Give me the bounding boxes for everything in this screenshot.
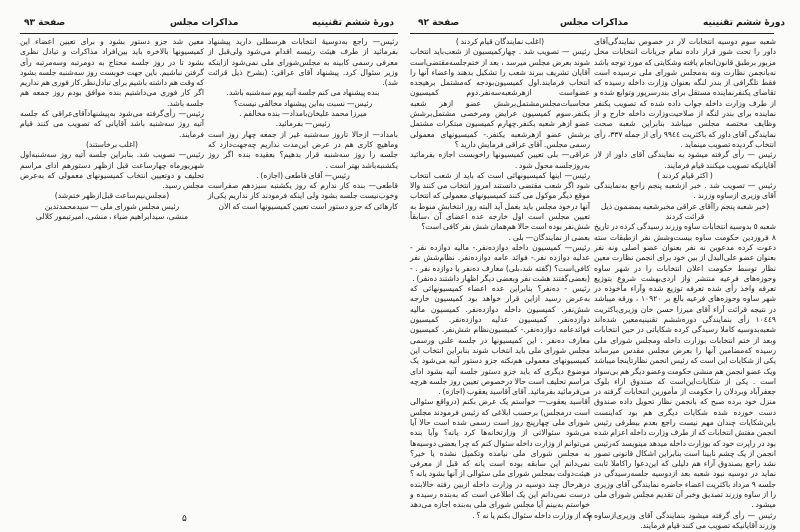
paragraph: (اغلب برخاستند): [85, 139, 139, 149]
session-title: دورهٔ ششم تقنینیه: [312, 18, 395, 28]
paragraph: بنده پیشنهاد می کنم جلسه آتیه یوم سه‌شنبه باشد.: [226, 88, 380, 98]
paragraph: رئیس — رأی گرفته میشود بنمایندگی آقای وزیری‌ازساوه وزرند آقایانیکه تصویب می کنند قیام فرمایند.: [594, 510, 776, 530]
paragraph: رئیس — تصویب شد . چهارکمیسیون از شعب‌باید انتخاب شوند بعرض مجلس میرسد ، بعد از ختم‌جلسه‌مقتضی‌است آقایان تشریف ببرند شعب را تشکیل بدهند واعضاء آنها را انتخاب فرمایند.اول کمیسیون‌بودجه که‌مشتمل برهیجده عضواست ازهرشعبه‌سه‌نفر.دوم کمیسیون محاسبات‌مجلس‌مشتمل‌برشش عضو ازهر شعبه یکنفر.سوم کمیسیون عرایض ومرخصی مشتمل‌برشش عضو ازهر شعبه یکنفر.چهارم کمیسیون مبتکرات مشتمل برشش عضو ازهرشعبه یکنفر.- کمیسیونهای معمولی رسمی مجلس. آقای عراقی فرمایش دارید ؟: [410, 47, 590, 149]
page-number-header: صفحة ۹۳: [24, 18, 66, 28]
paragraph: رئیس— راجع به‌دوسیهٔ انتخابات هرسطلی دارید پیشنهاد بفرمائید از طرف هیئت رئیسه اقدام می‌شود ولی‌قبل از معرفی رسمی کابینه به مجلس‌شورای ملی نمی‌شود ازاینکه وزیر سئوال کرد. پیشنهاد آقای عراقی: (بشرح ذیل قرائت شد).: [208, 37, 398, 88]
page-number-header: صفحة ۹۲: [418, 18, 460, 28]
paragraph: بعضی از نمایندگان— بلی .: [508, 232, 590, 242]
paragraph: رئیس— رأی‌گرفته می‌شود به‌پیشنهادآقای‌عراقی که جلسه آتیه روز سه‌شنبه باشد آقایانی که تصویب می کنند قیام فرمایند.: [20, 109, 204, 139]
paragraph: معین شد جزو دستور بشود و برای تعیین اعضاء این کمیسیونها بالاخره باید بین‌افراد مذاکرات و تبادل نظری بشود تا در روز جلسه محتاج به دومرتبه وسه‌مرتبه رأی گرفتن نباشیم. باین جهت خوبست روز سه‌شنبه جلسه بشود که وقت هم داشته باشیم برای تبادل‌نظر.کار فوری هم نداریم اگر کار فوری می‌داشتیم بنده موافق بودم روز جمعه هم جلسه باشد.: [20, 37, 204, 108]
paragraph: میرزا محمد علیخان‌بامداد— بنده مخالفم .: [239, 109, 367, 119]
signature-line: منشی، سیدابراهیم ضیاء ، منشی، امیرتیمور کلالی: [35, 212, 189, 222]
paragraph: (خبر شعبه پنجم راآقای عراقی مخبرشعبه بمضمون ذیل قرائت کردند: [600, 201, 770, 222]
paragraph: ( اکثر قیام کردند ): [657, 170, 713, 180]
paragraph: رئیس — تصویب شد . خبر ازشعبه پنجم راجع به‌نمایندگی آقای وزیری ازساوه وزرند .: [594, 181, 776, 201]
header-rule: [20, 33, 398, 34]
paragraph: (اغلب نمایندگان قیام کردند ): [455, 37, 545, 46]
paragraph: آقاسید یعقوب— خواستم یک عرض بکنم (درواقع سئوالی است درمجلس) برحسب ابلاغی که رئیس فرمودند مجلس شورای ملی چهارپنج روز است رسمی شده است حالا آیا می‌شود سئوالاتی از وزارتخانه‌ها کرد یانه؟ وآیا بنده می‌توانم از وزارت داخله سئوال کنم که چرا بعضی دوسیه‌ها به مجلس شورای ملی نیامده وتکمیل نشده یا خیر؟ نمی‌دانم این سابقه بوده است یانه که قبل از معرفی هیئت‌دولت بمجلس شورای ملی سئوالی از آنها بشود یانه ؟ درهرحال چند دوسیه در وزارت داخله ازبین رفته حالابنده درست نمی‌دانم این یک اطلاعی است که به‌بنده رسیده و خواستم به‌بینم آیا مجلس شورای ملی به‌بنده اجازه می‌دهد که از وزارت داخله سئوال بکنم یا نه ؟ .: [410, 397, 590, 520]
text-column-left: [410, 37, 590, 521]
paragraph: رئیس— تصویب شد. بنابراین جلسه آتیه روز سه‌شنبه‌اول شهریورماه چهارساعت قبل ازظهر دستورهم ادای مراسم تحلیف و دوتعیین انتخاب کمیسیونهای معمولی که به‌عرض مجلس رسید.: [20, 150, 204, 191]
paragraph: شعبه ٥ بدوسیه انتخابات ساوه وزرند رسیدگی کرده در تاریخ ٨ فروردین حکومت ساوه بیست‌وشش نفر ازطبقات سته دعوت کرده مدعوین نه نفر بعنوان عضو اصلی ونه نفر بعنوان عضو علی‌البدل از بین خود برای انجمن نظارت معین نظار توسط حکومت اعلان انتخابات را در شهر ساوه وحوزه‌های فرعیه منتشر واز اردی‌بهشت شروع بتوزیع تعرفه واخذ رأی شده تعرفه توزیع شده وآراء مأخوذه در شهر ساوه وحوزه‌های فرعیه بالغ بر ۱۰۹۲۰ ، ورقه میباشد در نتیجه قرائت آراء آقای میرزا حسن خان وزیری‌باکثریت ۱۰٤٤۹ رأی بنمایندگی دوره‌ششم تقنینیه‌معین شده‌اند شعبه‌بدوسیه کاملا رسیدگی کرده شکایاتی در حین انتخابات وبعد از ختم انتخابات بوزارت داخله ومجلس شورای ملی رسیده که‌مضامین آنها را بعرض مجلس مقدس میرساند یکی از شکایات این است که رئیس انجمن نظارتاینجا میباشد ویک عضو انجمن هم منشی حکومت وعضو دیگر هم بی‌سواد است . یکی از شکایات‌این‌است که صندوق اراء بلوک جعفرآباد وبردلان را حکومت از مأمورین انتخابات گرفته در منزل خود برده صبح که بانجمن نظار تحویل داده صندوق دست خورده شده شکایات دیگری هم بود که‌اینست باین‌شکایات چندان مهم نیست راجع بعدم بیطرفی رئیس انجمن مفتش انتخابات که از طرف وزارت داخله اعزام شده بود در راپرت خود که بوزارت داخله میدهد مینویسد که‌رئیس انجمن از یک چشم نابینا است بنابراین اشکال قانونی تصور نشد راجع بصندوق آراء هم دلیلی که این‌دعوا راکاملا ثابت نماید در دوسیه نبود شعبه بعد ازدوسیه جلسه‌رسیدگی در جلسه ۹ مرداد باکثریت اعضاء حاضره نمایندگی آقای وزیری را از ساوه وزرند تصدیق وخبر آن تقدیم مجلس شورای ملی میشود .: [594, 222, 777, 510]
paragraph: عراقی— بلی تعیین کمیسیونها راخوبست اجازه بفرمائید به‌روز‌جلسه محول شود .: [410, 150, 590, 170]
paragraph: رئیس— کمیسیون داخله دوازده‌نفر.- مالیه دوازده نفر - عدلیه دوازده نفر.- فوائد عامه دوازده‌نفر. نظام‌شش نفر کافی‌است؟ (گفته شد،بلی) معارف ده‌نفر یا دوازده نفر . - (بعضی‌گفتند هشت نفر وبعضی دیگر اظهار داشتند ده‌نفر) .: [410, 242, 590, 283]
paragraph: قاطعی— بنده کار ندارم که روز یکشنبه سیزدهم صفراست وخوب‌نیست جلسه بشود ولی اینکه فرمودند کار نداریم یکی‌از کارهائی که جزو دستور است تعیین کمیسیونها است که الان: [208, 181, 398, 211]
page-footer-number: ۴: [588, 514, 593, 524]
paragraph: رئیس — رأی گرفته میشود به نمایندگی آقای داور از لار آقایانیکه تصویب میکنند قیام فرمایند.: [594, 150, 776, 170]
paragraph: رئیس - ده‌نفر؟ بنابراین عده اعضاء کمیسیونهائی که به‌عرض رسید ازاین قرار خواهد بود کمیسیون خارجه شش‌نفر. کمیسیون داخله دوازده‌نفر. کمیسیون مالیه دوازده‌نفر. کمیسیون عدلیه دوازده‌نفر. کمیسیون فوائدعامه دوازده‌نفر.- کمیسیون‌نظام شش‌نفر. کمیسیون معارف ده‌نفر . این کمیسیونها در جلسه علنی ورسمی مجلس شورای ملی باید انتخاب شوند بنابراین انتخاب این کمیسیونهای معمولی هم‌نکته جزو دستور آتیه می‌شود یک موضوع دیگری که باید جزو دستور جلسه آتیه بشود ادای مراسم تحلیف است حالا درخصوص تعیین روز جلسه هرچه می‌فرمائید بفرمائید. آقای آقاسید یعقوب (اجازه) .: [410, 284, 590, 397]
page-footer-number: ۵: [182, 514, 187, 524]
text-column-right: [208, 37, 398, 212]
paragraph: رئیس— اینها کمیسیونهائی است که باید از شعب انتخاب شود اگر شعب مقتضی دانستند امروز انتخاب می کنند والا موقع دیگر موکول می کنند کمیسیونهای معمولی که انتخاب آنها درخود مجلس باید بعمل آید البته روز انتخابش منوط به تعیین مجلس است اول خارجه عده اعضای آن ،سابقاً شش‌نفر بوده است حالا هم‌همان شش نفر کافی است؟: [410, 170, 590, 232]
text-column-right: [594, 37, 776, 531]
running-title: مذاکرات مجلس: [170, 18, 239, 28]
paragraph: رئیس— آقای قاطعی (اجازه) .: [256, 170, 350, 180]
paragraph: (مجلس‌نیم‌ساعت قبل‌ازظهر ختم‌شد): [54, 191, 170, 201]
signature-line: رئیس مجلس شورای ملی — سیدمحمدتدین: [44, 201, 180, 211]
header-rule: [410, 33, 774, 34]
paragraph: شعبه سوم دوسیه انتخابات لار در خصوص نمایندگی‌آقای داور را تحت شور قرار داده تمام جریانات انتخابات محل مزبور برطبق قانون‌انجام یافته وشکایتی که مورد توجه باشد نه‌بانجمن نظارت ونه به‌مجلس شورای ملی نرسیده است فقط تلگرافی از بندر لنگه بعنوان وزارت داخله رسیده که تقاضای یکنفرنماینده مستقل برای بندرسرپور وتوابع شده و از طرف وزارت داخله جواب داده شده که تصویب یکنفر نماینده برای بندر لنگه از صلاحیت‌وزارت داخله خارج و از وظایف مختصه مجلس میباشد بنابراین شعبه صحت نمایندگی آقای داور که باکثریت ۹۹٤٤ رأی از جمله ۳۳۷، رأی انتخاب گردیده تصویب مینماید .: [594, 37, 776, 149]
paragraph: رئیس— بفرمائید.: [275, 119, 331, 129]
paragraph: رئیس— نسبت به‌این پیشنهاد مخالفی نیست؟: [233, 98, 373, 108]
session-title: دورهٔ ششم تقنینیه: [703, 18, 786, 28]
running-title: مذاکرات مجلس: [560, 18, 629, 28]
paragraph: بامداد— ازحالا تاروز سه‌شنبه غیر از جمعه چهار روز است وماهیچ کاری هم در عرض این‌مدت نداریم چه‌جهت‌دارد که جلسه را روز سه‌شنبه قرار بدهیم؟ بعقیده بنده اگر روز یکشنبه‌باشد بهتر است .: [208, 129, 398, 170]
text-column-left: [20, 37, 204, 222]
